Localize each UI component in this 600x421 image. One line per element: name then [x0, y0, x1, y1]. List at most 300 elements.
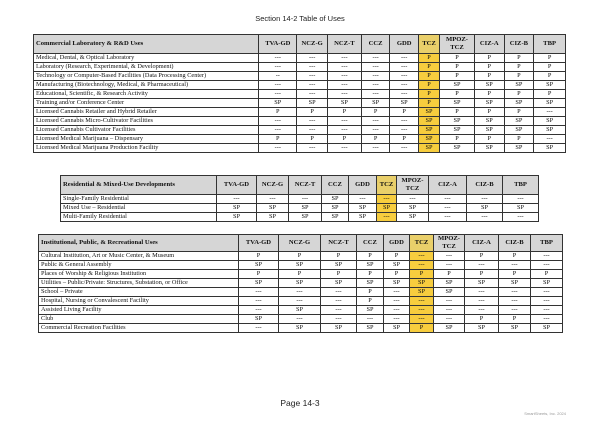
permission-cell: ---	[297, 144, 328, 153]
permission-cell: ---	[361, 54, 390, 63]
permission-cell: SP	[534, 144, 566, 153]
permission-cell: ---	[239, 297, 279, 306]
permission-cell: SP	[418, 144, 439, 153]
permission-cell: SP	[418, 135, 439, 144]
permission-cell: SP	[217, 213, 257, 222]
permission-cell: ---	[465, 306, 499, 315]
permission-cell: SP	[440, 126, 475, 135]
permission-cell: P	[534, 63, 566, 72]
table-row	[39, 297, 563, 306]
permission-cell: ---	[328, 72, 362, 81]
permission-cell: ---	[390, 126, 419, 135]
permission-cell: ---	[410, 306, 434, 315]
permission-cell: ---	[361, 81, 390, 90]
zone-header: NCZ-G	[297, 35, 328, 54]
table-row	[39, 252, 563, 261]
permission-cell: ---	[390, 117, 419, 126]
permission-cell: P	[418, 72, 439, 81]
use-name-cell: Cultural Institution, Art or Music Center, & Museum	[39, 252, 239, 261]
permission-cell: ---	[259, 81, 297, 90]
permission-cell: ---	[361, 90, 390, 99]
permission-cell: P	[504, 108, 534, 117]
permission-cell: ---	[239, 324, 279, 333]
table-row	[34, 63, 566, 72]
permission-cell: SP	[328, 99, 362, 108]
permission-cell: SP	[397, 213, 429, 222]
table-row	[39, 306, 563, 315]
permission-cell: ---	[321, 306, 357, 315]
permission-cell: P	[474, 90, 504, 99]
permission-cell: P	[259, 108, 297, 117]
permission-cell: P	[328, 108, 362, 117]
use-name-cell: Utilities – Public/Private: Structures, Substation, or Office	[39, 279, 239, 288]
permission-cell: P	[410, 324, 434, 333]
permission-cell: SP	[504, 126, 534, 135]
permission-cell: SP	[534, 126, 566, 135]
permission-cell: ---	[297, 81, 328, 90]
category-header: Commercial Laboratory & R&D Uses	[34, 35, 259, 54]
permission-cell: SP	[410, 288, 434, 297]
zone-header: CIZ-B	[499, 235, 531, 252]
permission-cell: ---	[465, 261, 499, 270]
permission-cell: ---	[390, 144, 419, 153]
permission-cell: ---	[534, 108, 566, 117]
use-name-cell: Commercial Recreation Facilities	[39, 324, 239, 333]
residential-uses-table	[60, 175, 539, 222]
permission-cell: ---	[328, 144, 362, 153]
use-name-cell: Multi-Family Residential	[61, 213, 217, 222]
permission-cell: ---	[465, 288, 499, 297]
table-row	[39, 315, 563, 324]
permission-cell: SP	[440, 144, 475, 153]
permission-cell: SP	[322, 213, 349, 222]
table-row	[39, 279, 563, 288]
zone-header: CCZ	[322, 176, 349, 195]
permission-cell: SP	[474, 81, 504, 90]
permission-cell: SP	[321, 279, 357, 288]
permission-cell: P	[474, 54, 504, 63]
permission-cell: P	[465, 270, 499, 279]
permission-cell: P	[504, 72, 534, 81]
permission-cell: SP	[357, 306, 384, 315]
permission-cell: SP	[410, 279, 434, 288]
permission-cell: SP	[239, 279, 279, 288]
permission-cell: SP	[499, 324, 531, 333]
permission-cell: P	[418, 99, 439, 108]
permission-cell: P	[440, 108, 475, 117]
zone-header: CIZ-A	[429, 176, 467, 195]
permission-cell: P	[434, 270, 465, 279]
table-row	[34, 90, 566, 99]
table-row	[34, 108, 566, 117]
permission-cell: SP	[384, 279, 410, 288]
permission-cell: SP	[357, 324, 384, 333]
permission-cell: SP	[474, 144, 504, 153]
permission-cell: ---	[390, 81, 419, 90]
permission-cell: ---	[349, 195, 377, 204]
permission-cell: SP	[321, 324, 357, 333]
use-name-cell: Single-Family Residential	[61, 195, 217, 204]
permission-cell: ---	[384, 288, 410, 297]
permission-cell: ---	[531, 288, 563, 297]
use-name-cell: School – Private	[39, 288, 239, 297]
permission-cell: P	[440, 72, 475, 81]
permission-cell: P	[328, 135, 362, 144]
permission-cell: ---	[384, 306, 410, 315]
permission-cell: ---	[499, 288, 531, 297]
permission-cell: P	[279, 252, 321, 261]
table-row	[34, 144, 566, 153]
permission-cell: P	[418, 90, 439, 99]
permission-cell: SP	[289, 204, 322, 213]
permission-cell: P	[534, 72, 566, 81]
permission-cell: SP	[259, 99, 297, 108]
table-row	[34, 99, 566, 108]
permission-cell: SP	[434, 279, 465, 288]
permission-cell: P	[474, 72, 504, 81]
permission-cell: P	[504, 54, 534, 63]
permission-cell: P	[239, 270, 279, 279]
zone-header: TCZ	[377, 176, 397, 195]
permission-cell: ---	[467, 213, 503, 222]
zone-header: NCZ-T	[321, 235, 357, 252]
table-row	[34, 117, 566, 126]
permission-cell: ---	[328, 54, 362, 63]
permission-cell: SP	[503, 204, 539, 213]
permission-cell: ---	[259, 63, 297, 72]
permission-cell: SP	[465, 279, 499, 288]
permission-cell: ---	[328, 63, 362, 72]
permission-cell: ---	[239, 306, 279, 315]
permission-cell: ---	[361, 144, 390, 153]
zone-header: CCZ	[357, 235, 384, 252]
permission-cell: SP	[434, 324, 465, 333]
permission-cell: P	[410, 270, 434, 279]
permission-cell: ---	[259, 144, 297, 153]
permission-cell: SP	[322, 204, 349, 213]
permission-cell: ---	[217, 195, 257, 204]
permission-cell: ---	[390, 63, 419, 72]
permission-cell: P	[384, 252, 410, 261]
zone-header: NCZ-T	[328, 35, 362, 54]
zone-header: CIZ-A	[474, 35, 504, 54]
zone-header: MPOZ-TCZ	[397, 176, 429, 195]
permission-cell: SP	[534, 81, 566, 90]
permission-cell: ---	[328, 126, 362, 135]
permission-cell: SP	[297, 99, 328, 108]
table-row	[34, 72, 566, 81]
table-header-row	[34, 35, 566, 54]
zone-header: CIZ-B	[467, 176, 503, 195]
permission-cell: P	[499, 270, 531, 279]
permission-cell: P	[531, 270, 563, 279]
permission-cell: SP	[418, 117, 439, 126]
permission-cell: ---	[499, 261, 531, 270]
permission-cell: SP	[349, 204, 377, 213]
permission-cell: ---	[259, 90, 297, 99]
permission-cell: SP	[257, 213, 289, 222]
permission-cell: ---	[499, 306, 531, 315]
permission-cell: ---	[531, 315, 563, 324]
permission-cell: SP	[531, 279, 563, 288]
permission-cell: ---	[257, 195, 289, 204]
permission-cell: --	[259, 72, 297, 81]
permission-cell: SP	[440, 117, 475, 126]
permission-cell: ---	[429, 204, 467, 213]
permission-cell: SP	[384, 324, 410, 333]
permission-cell: P	[357, 252, 384, 261]
zone-header: TVA-GD	[217, 176, 257, 195]
permission-cell: ---	[297, 63, 328, 72]
permission-cell: ---	[279, 288, 321, 297]
zone-header: TCZ	[410, 235, 434, 252]
use-name-cell: Technology or Computer-Based Facilities (Data Processing Center)	[34, 72, 259, 81]
commercial-uses-table	[33, 34, 566, 153]
table-row	[39, 261, 563, 270]
permission-cell: ---	[390, 90, 419, 99]
permission-cell: P	[418, 54, 439, 63]
permission-cell: SP	[361, 99, 390, 108]
zone-header: TVA-GD	[259, 35, 297, 54]
permission-cell: ---	[434, 261, 465, 270]
table-row	[34, 81, 566, 90]
permission-cell: ---	[297, 90, 328, 99]
use-name-cell: Licensed Medical Marijuana – Dispensary	[34, 135, 259, 144]
permission-cell: SP	[418, 108, 439, 117]
zone-header: GDD	[384, 235, 410, 252]
permission-cell: P	[440, 63, 475, 72]
permission-cell: ---	[279, 315, 321, 324]
permission-cell: ---	[361, 63, 390, 72]
permission-cell: ---	[531, 306, 563, 315]
permission-cell: SP	[465, 324, 499, 333]
table-row	[39, 324, 563, 333]
permission-cell: ---	[390, 72, 419, 81]
permission-cell: SP	[418, 126, 439, 135]
table-header-row	[61, 176, 539, 195]
permission-cell: P	[440, 54, 475, 63]
permission-cell: SP	[377, 204, 397, 213]
permission-cell: ---	[384, 297, 410, 306]
use-name-cell: Licensed Cannabis Micro-Cultivator Facilities	[34, 117, 259, 126]
permission-cell: P	[465, 315, 499, 324]
permission-cell: SP	[289, 213, 322, 222]
permission-cell: ---	[503, 195, 539, 204]
permission-cell: ---	[361, 117, 390, 126]
permission-cell: ---	[434, 252, 465, 261]
permission-cell: ---	[279, 297, 321, 306]
permission-cell: ---	[297, 72, 328, 81]
permission-cell: SP	[349, 213, 377, 222]
permission-cell: ---	[239, 288, 279, 297]
permission-cell: ---	[384, 315, 410, 324]
permission-cell: ---	[321, 315, 357, 324]
zone-header: TCZ	[418, 35, 439, 54]
zone-header: TBP	[534, 35, 566, 54]
zone-header: GDD	[349, 176, 377, 195]
permission-cell: ---	[434, 306, 465, 315]
zone-header: TBP	[531, 235, 563, 252]
category-header: Institutional, Public, & Recreational Uses	[39, 235, 239, 252]
permission-cell: SP	[504, 99, 534, 108]
permission-cell: SP	[474, 126, 504, 135]
permission-cell: P	[504, 63, 534, 72]
table-header-row	[39, 235, 563, 252]
use-name-cell: Mixed Use – Residential	[61, 204, 217, 213]
permission-cell: P	[440, 135, 475, 144]
permission-cell: ---	[410, 261, 434, 270]
permission-cell: SP	[322, 195, 349, 204]
permission-cell: ---	[410, 297, 434, 306]
permission-cell: ---	[289, 195, 322, 204]
category-header: Residential & Mixed-Use Developments	[61, 176, 217, 195]
use-name-cell: Educational, Scientific, & Research Activity	[34, 90, 259, 99]
permission-cell: P	[499, 252, 531, 261]
table-row	[39, 270, 563, 279]
permission-cell: ---	[377, 213, 397, 222]
permission-cell: P	[357, 270, 384, 279]
permission-cell: SP	[440, 99, 475, 108]
permission-cell: P	[474, 108, 504, 117]
permission-cell: P	[474, 135, 504, 144]
permission-cell: ---	[434, 315, 465, 324]
permission-cell: ---	[259, 117, 297, 126]
permission-cell: SP	[504, 117, 534, 126]
permission-cell: P	[465, 252, 499, 261]
use-name-cell: Public & General Assembly	[39, 261, 239, 270]
permission-cell: ---	[259, 126, 297, 135]
permission-cell: SP	[434, 288, 465, 297]
zone-header: GDD	[390, 35, 419, 54]
permission-cell: SP	[474, 99, 504, 108]
use-name-cell: Places of Worship & Religious Institution	[39, 270, 239, 279]
permission-cell: ---	[297, 117, 328, 126]
permission-cell: P	[418, 63, 439, 72]
permission-cell: SP	[467, 204, 503, 213]
permission-cell: SP	[534, 99, 566, 108]
permission-cell: P	[361, 135, 390, 144]
zone-header: TVA-GD	[239, 235, 279, 252]
permission-cell: P	[534, 90, 566, 99]
permission-cell: SP	[239, 261, 279, 270]
permission-cell: SP	[474, 117, 504, 126]
permission-cell: SP	[384, 261, 410, 270]
permission-cell: ---	[465, 297, 499, 306]
permission-cell: SP	[357, 261, 384, 270]
permission-cell: ---	[503, 213, 539, 222]
use-name-cell: Training and/or Conference Center	[34, 99, 259, 108]
permission-cell: ---	[361, 126, 390, 135]
permission-cell: P	[390, 135, 419, 144]
use-name-cell: Manufacturing (Biotechnology, Medical, & Pharmaceutical)	[34, 81, 259, 90]
permission-cell: P	[259, 135, 297, 144]
permission-cell: ---	[534, 135, 566, 144]
use-name-cell: Assisted Living Facility	[39, 306, 239, 315]
permission-cell: ---	[397, 195, 429, 204]
permission-cell: ---	[328, 117, 362, 126]
permission-cell: SP	[440, 81, 475, 90]
permission-cell: SP	[321, 261, 357, 270]
permission-cell: ---	[377, 195, 397, 204]
permission-cell: ---	[390, 54, 419, 63]
zone-header: CCZ	[361, 35, 390, 54]
use-name-cell: Club	[39, 315, 239, 324]
permission-cell: SP	[279, 279, 321, 288]
permission-cell: ---	[297, 54, 328, 63]
permission-cell: ---	[259, 54, 297, 63]
table-row	[61, 204, 539, 213]
permission-cell: SP	[279, 306, 321, 315]
permission-cell: P	[357, 288, 384, 297]
zone-header: CIZ-A	[465, 235, 499, 252]
section-title: Section 14-2 Table of Uses	[255, 14, 345, 23]
use-name-cell: Licensed Cannabis Retailer and Hybrid Retailer	[34, 108, 259, 117]
permission-cell: ---	[499, 297, 531, 306]
zone-header: NCZ-G	[257, 176, 289, 195]
permission-cell: SP	[397, 204, 429, 213]
zone-header: MPOZ-TCZ	[434, 235, 465, 252]
permission-cell: ---	[531, 261, 563, 270]
institutional-uses-table	[38, 234, 563, 333]
permission-cell: P	[418, 81, 439, 90]
zone-header: CIZ-B	[504, 35, 534, 54]
permission-cell: P	[474, 63, 504, 72]
page-number: Page 14-3	[280, 398, 320, 408]
permission-cell: ---	[531, 252, 563, 261]
permission-cell: SP	[534, 117, 566, 126]
permission-cell: P	[390, 108, 419, 117]
zone-header: NCZ-T	[289, 176, 322, 195]
permission-cell: P	[534, 54, 566, 63]
zone-header: MPOZ-TCZ	[440, 35, 475, 54]
permission-cell: SP	[239, 315, 279, 324]
table-row	[34, 126, 566, 135]
permission-cell: SP	[357, 279, 384, 288]
permission-cell: SP	[499, 279, 531, 288]
use-name-cell: Medical, Dental, & Optical Laboratory	[34, 54, 259, 63]
use-name-cell: Hospital, Nursing or Convalescent Facility	[39, 297, 239, 306]
permission-cell: ---	[410, 315, 434, 324]
permission-cell: SP	[390, 99, 419, 108]
use-name-cell: Licensed Cannabis Cultivator Facilities	[34, 126, 259, 135]
permission-cell: ---	[321, 297, 357, 306]
table-row	[34, 54, 566, 63]
permission-cell: ---	[297, 126, 328, 135]
permission-cell: SP	[217, 204, 257, 213]
use-name-cell: Licensed Medical Marijuana Production Facility	[34, 144, 259, 153]
permission-cell: P	[321, 252, 357, 261]
permission-cell: P	[297, 108, 328, 117]
permission-cell: ---	[357, 315, 384, 324]
permission-cell: P	[499, 315, 531, 324]
zone-header: NCZ-G	[279, 235, 321, 252]
permission-cell: SP	[279, 324, 321, 333]
permission-cell: ---	[429, 195, 467, 204]
permission-cell: SP	[504, 81, 534, 90]
permission-cell: SP	[531, 324, 563, 333]
permission-cell: P	[504, 90, 534, 99]
use-name-cell: Laboratory (Research, Experimental, & Development)	[34, 63, 259, 72]
permission-cell: ---	[361, 72, 390, 81]
table-row	[61, 213, 539, 222]
permission-cell: ---	[434, 297, 465, 306]
permission-cell: P	[297, 135, 328, 144]
permission-cell: ---	[328, 81, 362, 90]
permission-cell: P	[357, 297, 384, 306]
permission-cell: ---	[531, 297, 563, 306]
permission-cell: P	[504, 135, 534, 144]
table-row	[34, 135, 566, 144]
